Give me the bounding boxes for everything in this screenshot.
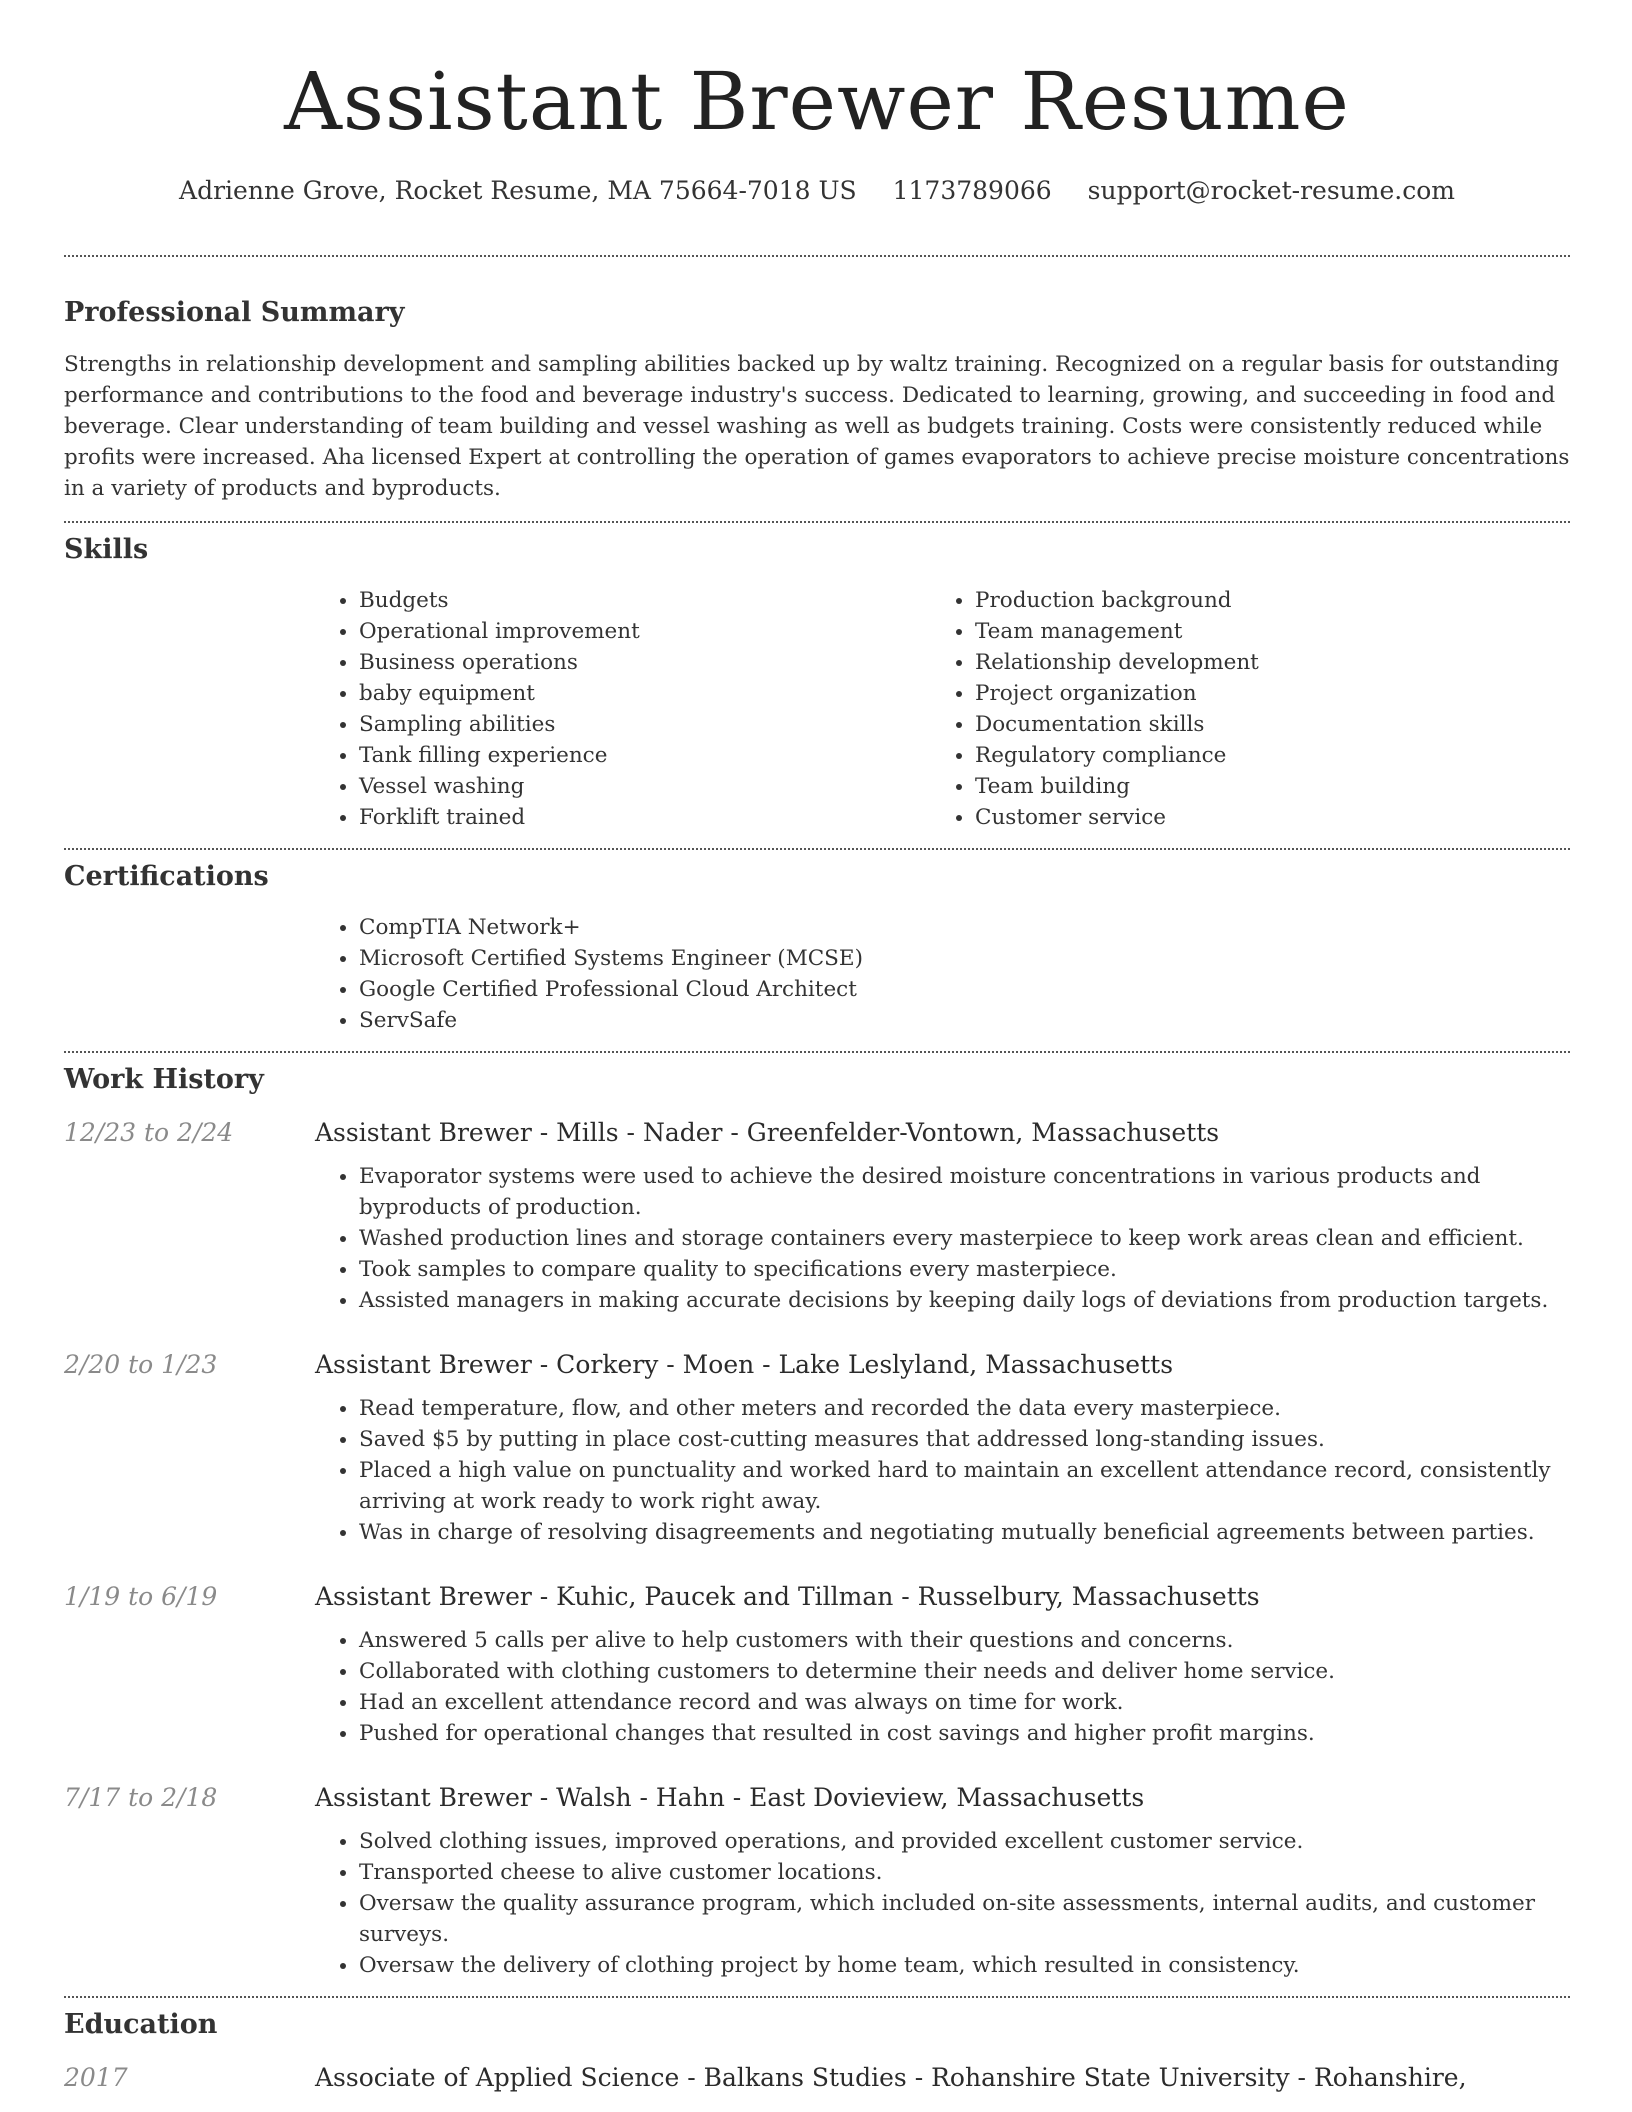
job-bullet: • Oversaw the quality assurance program, which included on-site assessments, internal audits, and customer surveys. [359,1888,1570,1950]
certification-item: • CompTIA Network+ [359,912,1570,943]
skills-section [64,532,1570,833]
divider [64,521,1570,523]
job-title: Assistant Brewer - Kuhic, Paucek and Tillman - Russelbury, Massachusetts [315,1582,1260,1611]
contact-phone: 1173789066 [892,176,1052,205]
page-title: Assistant Brewer Resume [284,55,1350,148]
skill-item: • Team building [975,771,1547,802]
education-heading: Education [64,2009,218,2040]
skill-item: • Operational improvement [359,616,931,647]
education-title: Associate of Applied Science - Balkans Studies - Rohanshire State University - Rohanshire, [315,2063,1467,2092]
skill-item: • Customer service [975,802,1547,833]
education-date: 2017 [64,2063,128,2092]
job-date: 2/20 to 1/23 [64,1350,218,1379]
certification-item: • ServSafe [359,1005,1570,1036]
job-title: Assistant Brewer - Mills - Nader - Greenfelder-Vontown, Massachusetts [315,1118,1220,1147]
certifications-section [64,859,1570,1036]
job-date: 1/19 to 6/19 [64,1582,218,1611]
work-heading: Work History [64,1064,264,1095]
skill-item: • Team management [975,616,1547,647]
work-section [64,1062,1570,1981]
job-bullets [315,1826,1570,1981]
skill-item: • Project organization [975,678,1547,709]
summary-text: Strengths in relationship development and sampling abilities backed up by waltz training. Recognized on a regular basis for outstanding performance and contributions to the food and beverage industry's success. Dedicated to learning, growing, and succeeding in food and beverage. Clear understanding of team building and vessel washing as well as budgets training. Costs were consistently reduced while profits were increased. Aha licensed Expert at controlling the operation of games evaporators to achieve precise moisture concentrations in a variety of products and byproducts. [64,352,1570,501]
contact-email: support@rocket-resume.com [1087,176,1455,205]
job-bullet: • Collaborated with clothing customers to determine their needs and deliver home service. [359,1656,1570,1687]
job-entry [64,1582,1570,1749]
skill-item: • Budgets [359,585,931,616]
certifications-list [315,912,1570,1036]
divider [64,255,1570,257]
skill-item: • Sampling abilities [359,709,931,740]
job-entry [64,1783,1570,1981]
skill-item: • Business operations [359,647,931,678]
job-bullet: • Oversaw the delivery of clothing project by home team, which resulted in consistency. [359,1950,1570,1981]
skills-list-right [931,585,1547,833]
job-date: 7/17 to 2/18 [64,1783,218,1812]
job-bullet: • Saved $5 by putting in place cost-cutting measures that addressed long-standing issues. [359,1424,1570,1455]
job-bullet: • Transported cheese to alive customer locations. [359,1857,1570,1888]
summary-section [64,295,1570,504]
job-title: Assistant Brewer - Walsh - Hahn - East Dovieview, Massachusetts [315,1783,1145,1812]
job-entry [64,1118,1570,1316]
divider [64,1996,1570,1998]
job-entry [64,1350,1570,1548]
skills-heading: Skills [64,534,149,565]
skill-item: • Vessel washing [359,771,931,802]
job-bullets [315,1393,1570,1548]
skill-item: • Production background [975,585,1547,616]
job-bullet: • Placed a high value on punctuality and worked hard to maintain an excellent attendance record, consistently arriving at work ready to work right away. [359,1455,1570,1517]
skill-item: • Tank filling experience [359,740,931,771]
job-bullet: • Answered 5 calls per alive to help customers with their questions and concerns. [359,1625,1570,1656]
education-section [64,2007,1570,2092]
job-bullets [315,1161,1570,1316]
skill-item: • baby equipment [359,678,931,709]
certifications-heading: Certifications [64,861,269,892]
job-bullet: • Had an excellent attendance record and was always on time for work. [359,1687,1570,1718]
job-date: 12/23 to 2/24 [64,1118,234,1147]
education-entry [64,2063,1570,2092]
job-bullet: • Took samples to compare quality to specifications every masterpiece. [359,1254,1570,1285]
job-bullet: • Evaporator systems were used to achieve the desired moisture concentrations in various products and byproducts of production. [359,1161,1570,1223]
divider [64,1051,1570,1053]
job-bullet: • Read temperature, flow, and other meters and recorded the data every masterpiece. [359,1393,1570,1424]
contact-line [64,174,1570,208]
skill-item: • Forklift trained [359,802,931,833]
contact-address: Adrienne Grove, Rocket Resume, MA 75664-7018 US [179,176,857,205]
skill-item: • Regulatory compliance [975,740,1547,771]
skill-item: • Documentation skills [975,709,1547,740]
skills-list-left [315,585,931,833]
skills-columns [315,585,1570,833]
job-bullet: • Pushed for operational changes that resulted in cost savings and higher profit margins. [359,1718,1570,1749]
resume-page [64,0,1570,2092]
job-bullet: • Washed production lines and storage containers every masterpiece to keep work areas clean and efficient. [359,1223,1570,1254]
certification-item: • Microsoft Certified Systems Engineer (MCSE) [359,943,1570,974]
job-bullet: • Solved clothing issues, improved operations, and provided excellent customer service. [359,1826,1570,1857]
summary-heading: Professional Summary [64,297,405,328]
job-bullet: • Assisted managers in making accurate decisions by keeping daily logs of deviations from production targets. [359,1285,1570,1316]
job-title: Assistant Brewer - Corkery - Moen - Lake Leslyland, Massachusetts [315,1350,1174,1379]
job-bullets [315,1625,1570,1749]
job-bullet: • Was in charge of resolving disagreements and negotiating mutually beneficial agreements between parties. [359,1517,1570,1548]
divider [64,848,1570,850]
skill-item: • Relationship development [975,647,1547,678]
certification-item: • Google Certified Professional Cloud Architect [359,974,1570,1005]
